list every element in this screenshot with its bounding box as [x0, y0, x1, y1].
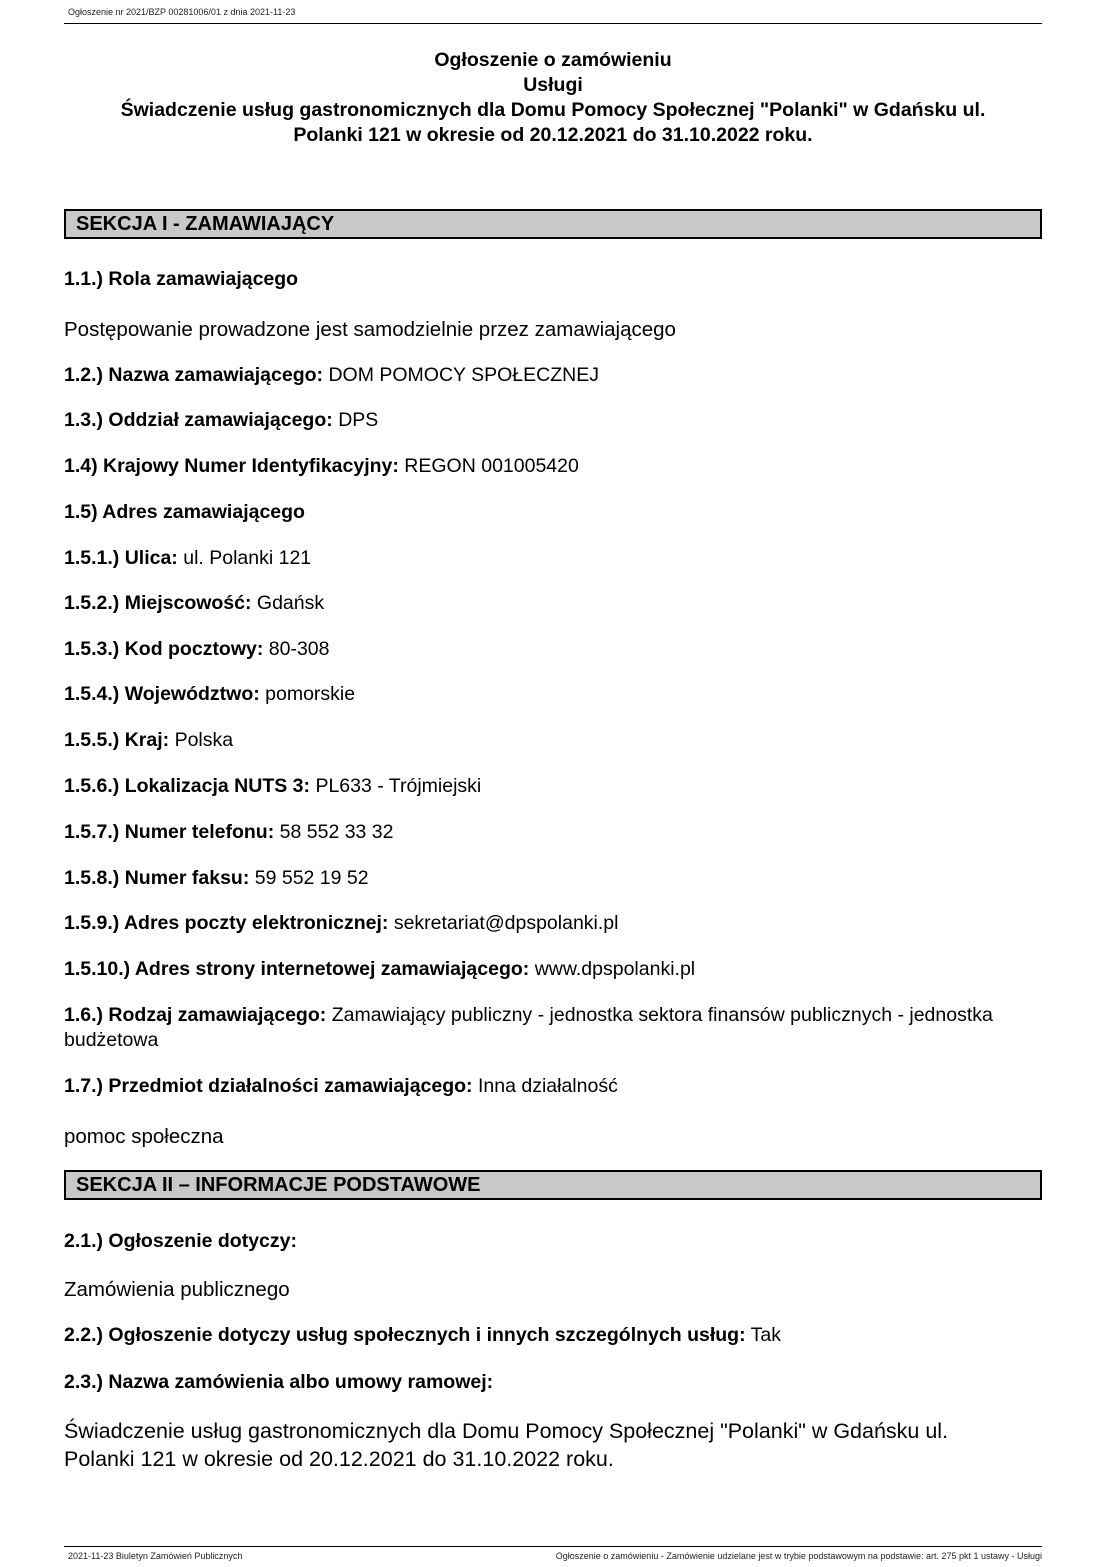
field-faks: [64, 866, 1042, 891]
field-miejscowosc: [64, 591, 1042, 616]
ulica-value: ul. Polanki 121: [183, 547, 312, 569]
footer-left: 2021-11-23 Biuletyn Zamówień Publicznych: [68, 1551, 243, 1561]
field-przedmiot: [64, 1074, 1042, 1099]
field-ulica: [64, 546, 1042, 571]
field-rodzaj: [64, 1003, 1004, 1053]
field-email: [64, 911, 1042, 936]
miejscowosc-value: Gdańsk: [256, 592, 325, 614]
kraj-value: Polska: [174, 729, 234, 751]
uslugi-value: Tak: [750, 1324, 781, 1346]
przedmiot-extra: pomoc społeczna: [64, 1125, 224, 1148]
uslugi-label: 2.2.) Ogłoszenie dotyczy usług społecznych i innych szczególnych usług:: [64, 1324, 746, 1346]
field-dotyczy-value: [64, 1277, 1042, 1302]
nazwa-value: DOM POMOCY SPOŁECZNEJ: [328, 364, 599, 386]
rola-value: Postępowanie prowadzone jest samodzielnie przez zamawiającego: [64, 318, 676, 341]
oddzial-label: 1.3.) Oddział zamawiającego:: [64, 409, 333, 431]
telefon-label: 1.5.7.) Numer telefonu:: [64, 821, 275, 843]
kraj-label: 1.5.5.) Kraj:: [64, 729, 170, 751]
field-wojewodztwo: [64, 682, 1042, 707]
rola-label: 1.1.) Rola zamawiającego: [64, 268, 299, 290]
regon-value: REGON 001005420: [404, 455, 579, 477]
ulica-label: 1.5.1.) Ulica:: [64, 547, 178, 569]
page-header: Ogłoszenie nr 2021/BZP 00281006/01 z dnia 2021-11-23: [68, 7, 296, 17]
field-oddzial: [64, 408, 1042, 433]
adres-label: 1.5) Adres zamawiającego: [64, 501, 305, 523]
kod-label: 1.5.3.) Kod pocztowy:: [64, 638, 264, 660]
przedmiot-label: 1.7.) Przedmiot działalności zamawiającego:: [64, 1075, 473, 1097]
section-2-title: SEKCJA II – INFORMACJE PODSTAWOWE: [76, 1174, 481, 1196]
www-value: www.dpspolanki.pl: [534, 958, 696, 980]
email-value: sekretariat@dpspolanki.pl: [393, 912, 619, 934]
oddzial-value: DPS: [338, 409, 379, 431]
nazwa-label: 1.2.) Nazwa zamawiającego:: [64, 364, 324, 386]
www-label: 1.5.10.) Adres strony internetowej zamawiającego:: [64, 958, 530, 980]
rodzaj-label: 1.6.) Rodzaj zamawiającego:: [64, 1004, 327, 1026]
section-1-heading: [64, 209, 1042, 239]
dotyczy-value: Zamówienia publicznego: [64, 1278, 290, 1301]
title-line-1: Ogłoszenie o zamówieniu: [434, 49, 672, 71]
footer-rule: [64, 1546, 1042, 1547]
field-www: [64, 957, 1042, 982]
field-dotyczy: [64, 1229, 1042, 1254]
footer-right: Ogłoszenie o zamówieniu - Zamówienie udzielane jest w trybie podstawowym na podstawie: art. 275 pkt 1 ustawy - Usługi: [555, 1551, 1042, 1561]
nazwa-zamowienia-value: Świadczenie usług gastronomicznych dla Domu Pomocy Społecznej "Polanki" w Gdańsku ul. Polanki 121 w okresie od 20.12.2021 do 31.10.2022 roku.: [64, 1419, 949, 1471]
field-uslugi: [64, 1323, 1042, 1348]
regon-label: 1.4) Krajowy Numer Identyfikacyjny:: [64, 455, 399, 477]
section-1-title: SEKCJA I - ZAMAWIAJĄCY: [76, 213, 335, 235]
field-kod: [64, 637, 1042, 662]
notice-title: [64, 48, 1042, 148]
field-kraj: [64, 728, 1042, 753]
field-nazwa-zamowienia: [64, 1370, 1042, 1395]
title-line-2: Usługi: [523, 74, 583, 96]
kod-value: 80-308: [268, 638, 330, 660]
title-line-4: Polanki 121 w okresie od 20.12.2021 do 31.10.2022 roku.: [293, 124, 813, 146]
dotyczy-label: 2.1.) Ogłoszenie dotyczy:: [64, 1230, 297, 1252]
faks-value: 59 552 19 52: [254, 867, 369, 889]
nuts-value: PL633 - Trójmiejski: [315, 775, 482, 797]
field-telefon: [64, 820, 1042, 845]
field-rola: [64, 267, 1042, 292]
field-nazwa: [64, 363, 1042, 388]
header-rule: [64, 23, 1042, 24]
field-przedmiot-extra: [64, 1124, 1042, 1149]
nuts-label: 1.5.6.) Lokalizacja NUTS 3:: [64, 775, 311, 797]
wojewodztwo-value: pomorskie: [265, 683, 356, 705]
title-line-3: Świadczenie usług gastronomicznych dla Domu Pomocy Społecznej "Polanki" w Gdańsku ul.: [120, 99, 986, 121]
field-adres: [64, 500, 1042, 525]
field-rola-value: [64, 317, 1042, 342]
nazwa-zamowienia-label: 2.3.) Nazwa zamówienia albo umowy ramowej:: [64, 1371, 494, 1393]
email-label: 1.5.9.) Adres poczty elektronicznej:: [64, 912, 389, 934]
field-nazwa-zamowienia-value: [64, 1417, 1024, 1473]
field-regon: [64, 454, 1042, 479]
przedmiot-value: Inna działalność: [477, 1075, 618, 1097]
miejscowosc-label: 1.5.2.) Miejscowość:: [64, 592, 252, 614]
wojewodztwo-label: 1.5.4.) Województwo:: [64, 683, 260, 705]
telefon-value: 58 552 33 32: [279, 821, 394, 843]
rodzaj-value: Zamawiający publiczny - jednostka sektora finansów publicznych - jednostka budżetowa: [64, 1004, 993, 1051]
faks-label: 1.5.8.) Numer faksu:: [64, 867, 250, 889]
field-nuts: [64, 774, 1042, 799]
section-2-heading: [64, 1170, 1042, 1200]
